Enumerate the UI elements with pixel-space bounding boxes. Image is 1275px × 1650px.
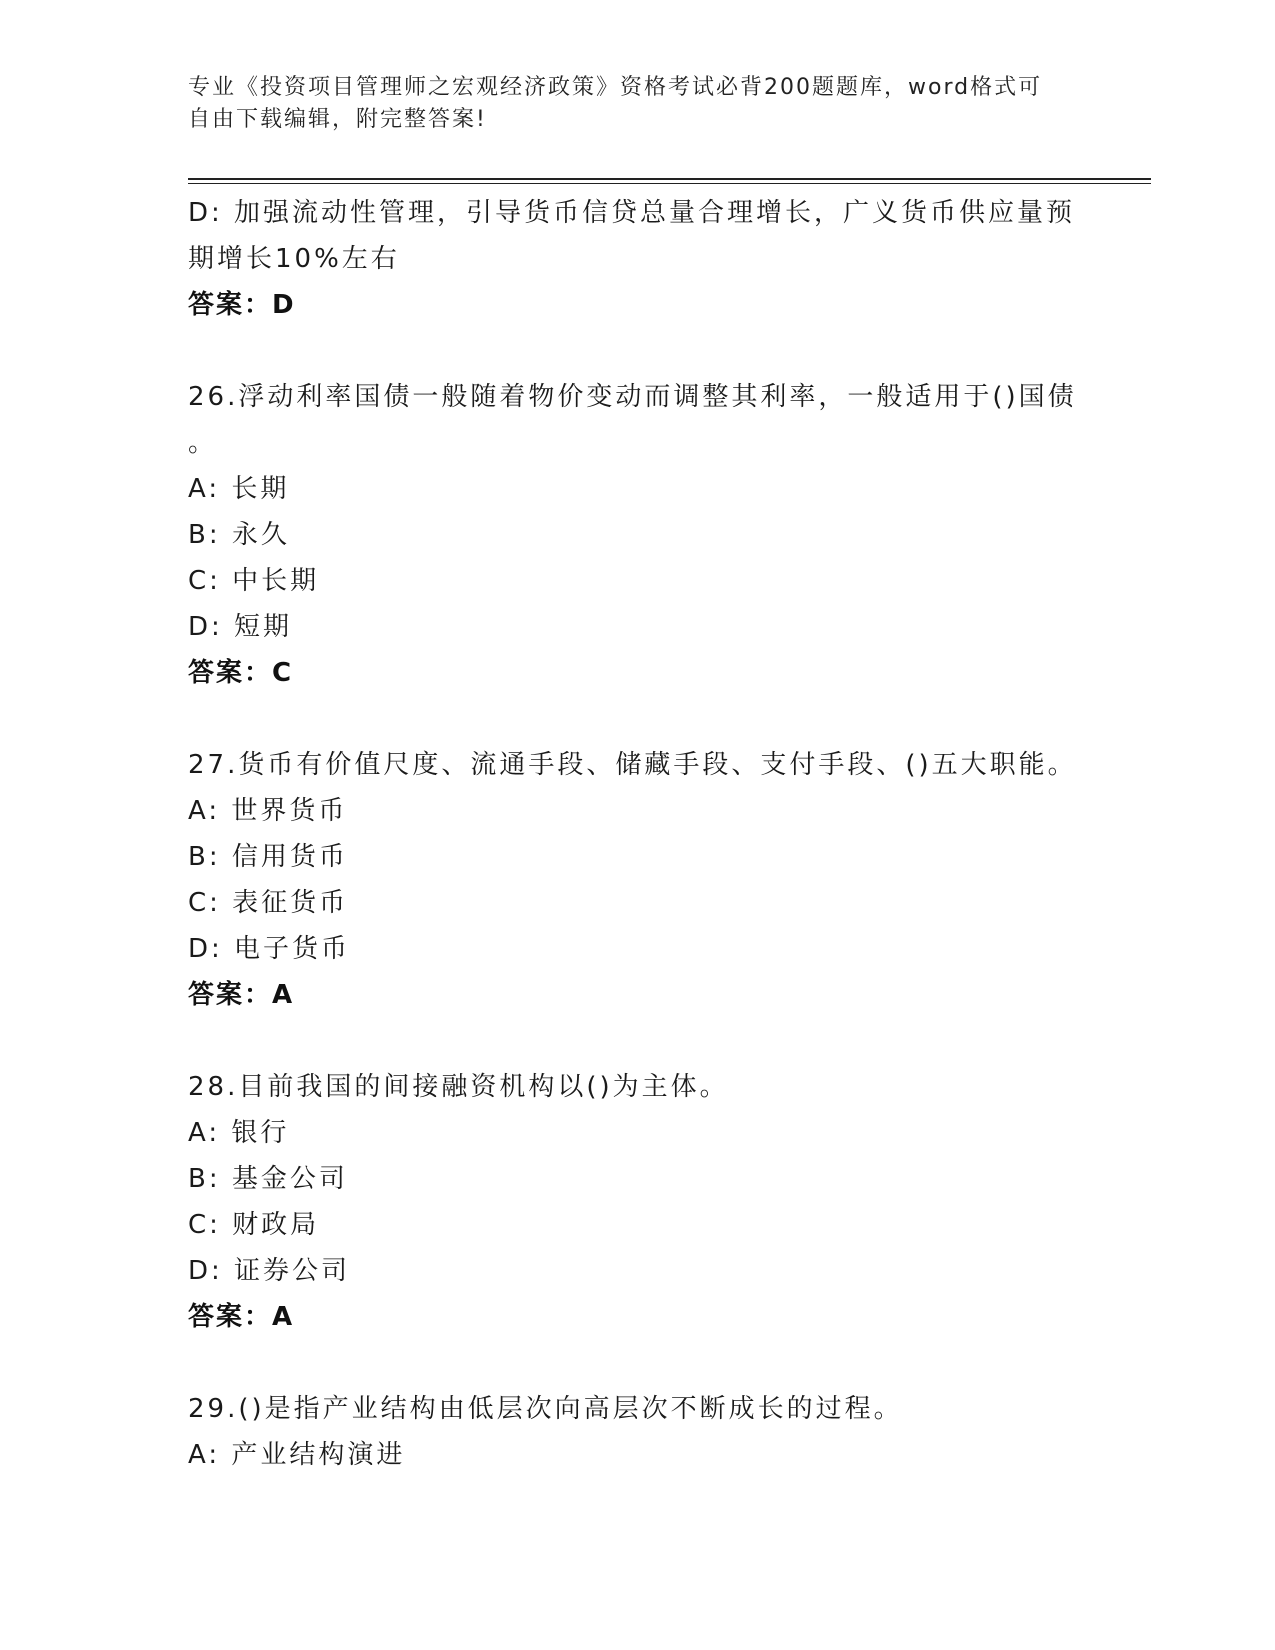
- option-a: A: 银行: [188, 1118, 290, 1148]
- question-stem-continued: 。: [188, 428, 218, 458]
- option-b: B: 信用货币: [188, 842, 348, 872]
- question-stem: 26.浮动利率国债一般随着物价变动而调整其利率，一般适用于()国债: [188, 382, 1077, 412]
- spacer: [188, 696, 1088, 742]
- option-d: D: 短期: [188, 612, 293, 642]
- question-stem: 28.目前我国的间接融资机构以()为主体。: [188, 1072, 729, 1102]
- question-stem: 27.货币有价值尺度、流通手段、储藏手段、支付手段、()五大职能。: [188, 750, 1077, 780]
- option-d-continued: 期增长10%左右: [188, 244, 400, 274]
- header-title-line-2: 自由下载编辑，附完整答案!: [188, 107, 487, 132]
- question-list: [188, 190, 1088, 1478]
- option-d: D: 证券公司: [188, 1256, 351, 1286]
- option-a: A: 世界货币: [188, 796, 348, 826]
- answer: 答案：A: [188, 1302, 295, 1332]
- option-b: B: 基金公司: [188, 1164, 348, 1194]
- option-d: D: 加强流动性管理，引导货币信贷总量合理增长，广义货币供应量预: [188, 198, 1076, 228]
- option-c: C: 中长期: [188, 566, 320, 596]
- option-b: B: 永久: [188, 520, 290, 550]
- option-c: C: 财政局: [188, 1210, 320, 1240]
- question-stem: 29.()是指产业结构由低层次向高层次不断成长的过程。: [188, 1394, 903, 1424]
- spacer: [188, 1018, 1088, 1064]
- question-27: [188, 742, 1088, 1018]
- header-divider-thick: [188, 178, 1151, 180]
- header-divider-thin: [188, 183, 1151, 184]
- question-28: [188, 1064, 1088, 1340]
- header-title-line-1: 专业《投资项目管理师之宏观经济政策》资格考试必背200题题库，word格式可: [188, 75, 1043, 100]
- answer: 答案：D: [188, 290, 296, 320]
- option-a: A: 产业结构演进: [188, 1440, 406, 1470]
- question-25-tail: [188, 190, 1088, 328]
- question-26: [188, 374, 1088, 696]
- option-c: C: 表征货币: [188, 888, 349, 918]
- answer: 答案：A: [188, 980, 295, 1010]
- option-a: A: 长期: [188, 474, 290, 504]
- spacer: [188, 1340, 1088, 1386]
- answer: 答案：C: [188, 658, 294, 688]
- question-29: [188, 1386, 1088, 1478]
- option-d: D: 电子货币: [188, 934, 351, 964]
- spacer: [188, 328, 1088, 374]
- document-header: [188, 72, 1068, 136]
